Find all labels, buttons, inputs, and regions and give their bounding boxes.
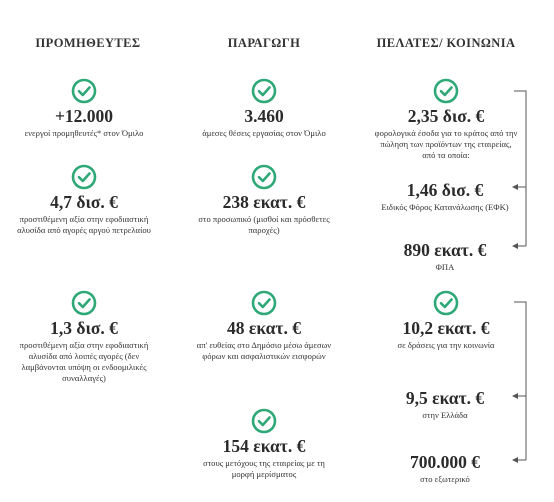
stat-value: 2,35 δισ. € — [407, 106, 485, 126]
stat-value: 890 εκατ. € — [403, 240, 487, 260]
stat-description: στο προσωπικό (μισθοί και πρόσθετες παροχές) — [198, 214, 330, 235]
stat-value: 4,7 δισ. € — [50, 192, 118, 212]
stat-description: προστιθέμενη αξία στην εφοδιαστική αλυσίδα από λοιπές αγορές (δεν λαμβάνονται υπόψη οι ενδοομιλικές συναλλαγές) — [19, 340, 149, 383]
stat-value: 1,3 δισ. € — [50, 318, 118, 338]
stat-value: 10,2 εκατ. € — [402, 318, 490, 338]
connector-top — [514, 91, 526, 246]
stat-description: άμεσες θέσεις εργασίας στον Όμιλο — [202, 128, 326, 138]
stat-description: απ' ευθείας στο Δημόσιο μέσω άμεσων φόρων και ασφαλιστικών εισφορών — [196, 340, 332, 361]
stat-description: σε δράσεις για την κοινωνία — [397, 340, 495, 350]
arrow-head-excise — [512, 184, 518, 190]
stat-description: ενεργοί προμηθευτές* στον Όμιλο — [24, 128, 144, 138]
column-header-clients: ΠΕΛΑΤΕΣ/ ΚΟΙΝΩΝΙΑ — [376, 36, 516, 50]
arrow-head-abroad — [512, 457, 518, 463]
stat-description: φορολογικά έσοδα για το κράτος από την πώληση των προϊόντων της εταιρείας, από τα οποία: — [374, 128, 518, 160]
stat-value: 9,5 εκατ. € — [405, 388, 485, 408]
stat-description: Ειδικός Φόρος Κατανάλωσης (ΕΦΚ) — [381, 202, 509, 212]
stat-value: 238 εκατ. € — [222, 192, 306, 212]
stat-value: 1,46 δισ. € — [406, 180, 484, 200]
stat-description: ΦΠΑ — [435, 262, 455, 272]
stat-description: στο εξωτερικό — [420, 474, 470, 484]
column-header-suppliers: ΠΡΟΜΗΘΕΥΤΕΣ — [35, 36, 141, 50]
stat-value: 48 εκατ. € — [227, 318, 301, 338]
stat-value: 3.460 — [244, 106, 284, 126]
stat-description: στην Ελλάδα — [422, 410, 468, 420]
stat-value: +12.000 — [54, 106, 114, 126]
stat-description: προστιθέμενη αξία στην εφοδιαστική αλυσίδα από αγορές αργού πετρελαίου — [17, 214, 151, 235]
arrow-head-vat — [512, 243, 518, 249]
connector-bottom — [514, 302, 526, 460]
arrow-head-greece — [512, 393, 518, 399]
stat-description: στους μετόχους της εταιρείας με τη μορφή μερίσματος — [203, 458, 325, 479]
column-header-production: ΠΑΡΑΓΩΓΗ — [227, 36, 301, 50]
stat-value: 154 εκατ. € — [222, 436, 306, 456]
stat-value: 700.000 € — [410, 452, 480, 472]
